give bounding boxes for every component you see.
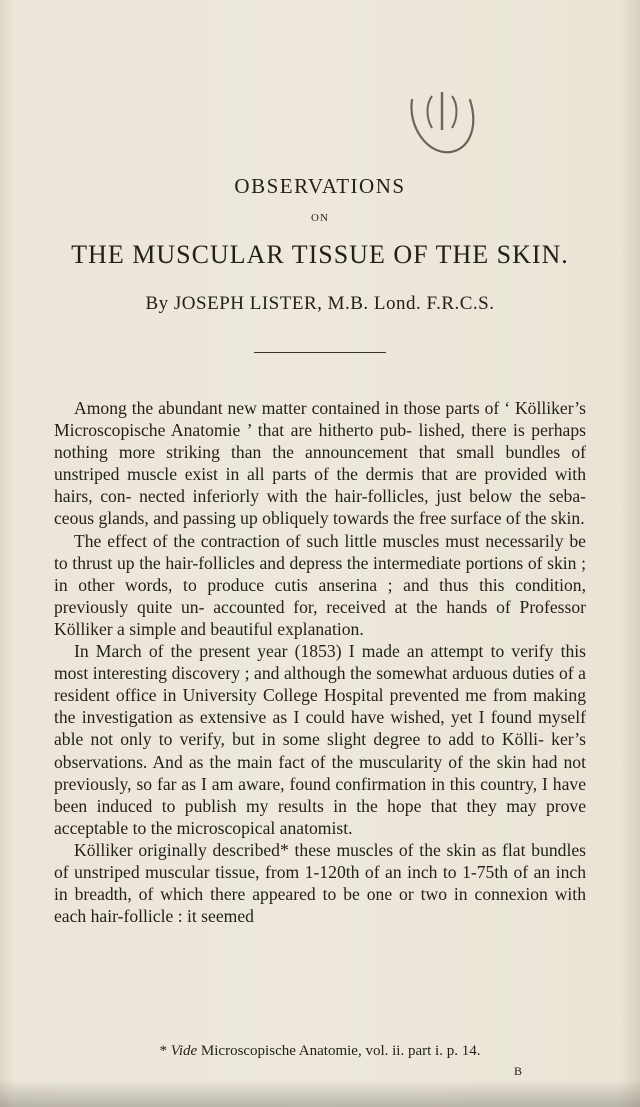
author-line: By JOSEPH LISTER, M.B. Lond. F.R.C.S. bbox=[145, 293, 495, 314]
paragraph: Kölliker originally described* these muscles of the skin as flat bundles of unstriped muscular tissue, from 1-120th of an inch to 1-75th of an inch in breadth, of which there appeared to be one or two in connexion with each hair-follicle : it seemed bbox=[54, 839, 586, 927]
body-text bbox=[54, 397, 586, 927]
footnote-text: Microscopische Anatomie, vol. ii. part i. p. 14. bbox=[197, 1043, 481, 1059]
footnote-vide: Vide bbox=[170, 1043, 198, 1059]
page-edge-shadow bbox=[0, 1080, 640, 1107]
title-connector: ON bbox=[311, 212, 329, 224]
paragraph: The effect of the contraction of such little muscles must necessarily be to thrust up the hair-follicles and depress the intermediate portions of skin ; in other words, to produce cutis anserina ; and thus this condition, previously quite un- accounted for, received at the hands of Professor Kölliker a simple and beautiful explanation. bbox=[54, 530, 586, 639]
document-title: OBSERVATIONS bbox=[234, 174, 406, 198]
library-stamp-mark bbox=[396, 70, 480, 160]
signature-mark: B bbox=[514, 1064, 523, 1078]
footnote-marker: * bbox=[159, 1043, 171, 1059]
document-subject: THE MUSCULAR TISSUE OF THE SKIN. bbox=[71, 240, 569, 269]
paragraph: In March of the present year (1853) I made an attempt to verify this most interesting discovery ; and although the somewhat arduous duties of a resident office in University College Hospital prevented me from making the investigation as extensive as I could have wished, yet I found myself able not only to verify, but in some slight degree to add to Kölli- ker’s observations. And as the main fact of the muscularity of the skin had not previously, so far as I am aware, found confirmation in this country, I have been induced to publish my results in the hope that they may prove acceptable to the microscopical anatomist. bbox=[54, 641, 586, 838]
paragraph: Among the abundant new matter contained in those parts of ‘ Kölliker’s Microscopische Anatomie ’ that are hitherto pub- lished, there is perhaps nothing more striking than the announcement that small bundles of unstriped muscle exist in all parts of the dermis that are provided with hairs, con- nected inferiorly with the hair-follicles, just below the seba- ceous glands, and passing up obliquely towards the free surface of the skin. bbox=[54, 398, 586, 529]
title-divider bbox=[254, 352, 386, 353]
footnote bbox=[0, 1043, 640, 1060]
